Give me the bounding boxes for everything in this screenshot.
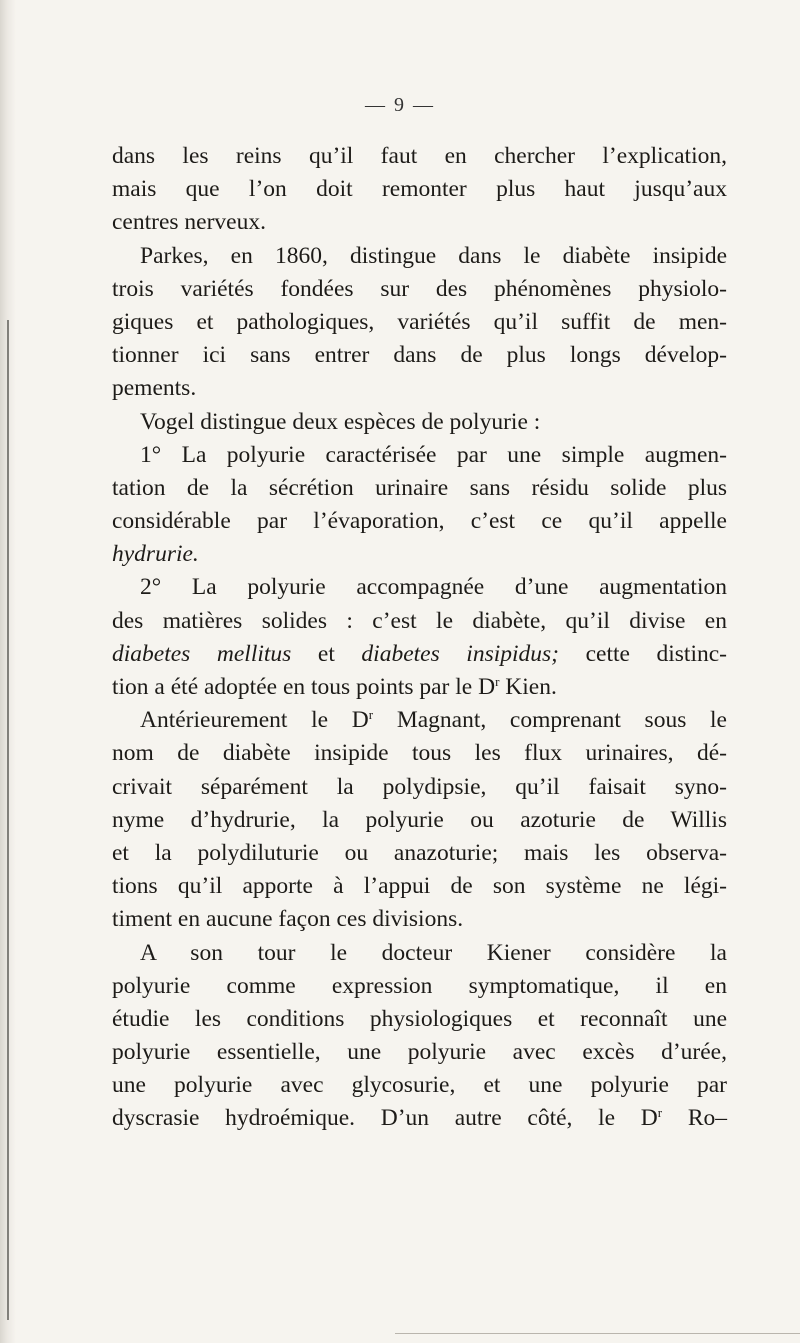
text-line: Vogel distingue deux espèces de polyurie : bbox=[140, 408, 541, 435]
bottom-rule bbox=[395, 1333, 800, 1334]
page-number: — 9 — bbox=[365, 94, 435, 116]
body-text bbox=[112, 140, 727, 1136]
text-line: dyscrasie hydroémique. D’un autre côté, le $D^r$ Ro– bbox=[112, 1105, 727, 1132]
binding-line bbox=[7, 320, 9, 1320]
text-line: des matières solides : c’est le diabète, qu’il divise en bbox=[112, 607, 727, 634]
text-line: trois variétés fondées sur des phénomènes physiolo- bbox=[112, 275, 727, 302]
text-line: Antérieurement le $D^r$ Magnant, comprenant sous le bbox=[140, 707, 727, 734]
text-line: tion a été adoptée en tous points par le $D^r$ Kien. bbox=[112, 674, 557, 700]
text-line: giques et pathologiques, variétés qu’il suffit de men- bbox=[112, 308, 727, 335]
text-line: centres nerveux. bbox=[112, 209, 266, 236]
text-line: tation de la sécrétion urinaire sans résidu solide plus bbox=[112, 474, 727, 501]
text-line: nom de diabète insipide tous les flux urinaires, dé- bbox=[112, 740, 727, 767]
text-line: polyurie essentielle, une polyurie avec excès d’urée, bbox=[112, 1039, 727, 1066]
text-line: tionner ici sans entrer dans de plus longs dévelop- bbox=[112, 342, 727, 369]
text-line: 2° La polyurie accompagnée d’une augmentation bbox=[140, 574, 727, 601]
text-line: crivait séparément la polydipsie, qu’il faisait syno- bbox=[112, 773, 727, 800]
text-line: polyurie comme expression symptomatique, il en bbox=[112, 972, 727, 999]
text-line: hydrurie. bbox=[112, 541, 199, 568]
text-line: Parkes, en 1860, distingue dans le diabète insipide bbox=[140, 242, 727, 269]
text-line: pements. bbox=[112, 375, 197, 402]
text-line: et la polydiluturie ou anazoturie; mais les observa- bbox=[112, 839, 727, 866]
text-line: tions qu’il apporte à l’appui de son système ne légi- bbox=[112, 873, 727, 900]
text-line: étudie les conditions physiologiques et reconnaît une bbox=[112, 1005, 727, 1032]
text-line: timent en aucune façon ces divisions. bbox=[112, 906, 464, 933]
text-line: 1° La polyurie caractérisée par une simple augmen- bbox=[140, 441, 727, 468]
text-line: considérable par l’évaporation, c’est ce qu’il appelle bbox=[112, 508, 727, 535]
text-line: nyme d’hydrurie, la polyurie ou azoturie de Willis bbox=[112, 806, 727, 833]
text-line: mais que l’on doit remonter plus haut jusqu’aux bbox=[112, 176, 727, 203]
text-line: une polyurie avec glycosurie, et une polyurie par bbox=[112, 1072, 727, 1099]
text-line: A son tour le docteur Kiener considère la bbox=[140, 939, 727, 966]
text-line: diabetes mellitus et diabetes insipidus; cette distinc- bbox=[112, 640, 727, 667]
text-line: dans les reins qu’il faut en chercher l’explication, bbox=[112, 143, 727, 169]
